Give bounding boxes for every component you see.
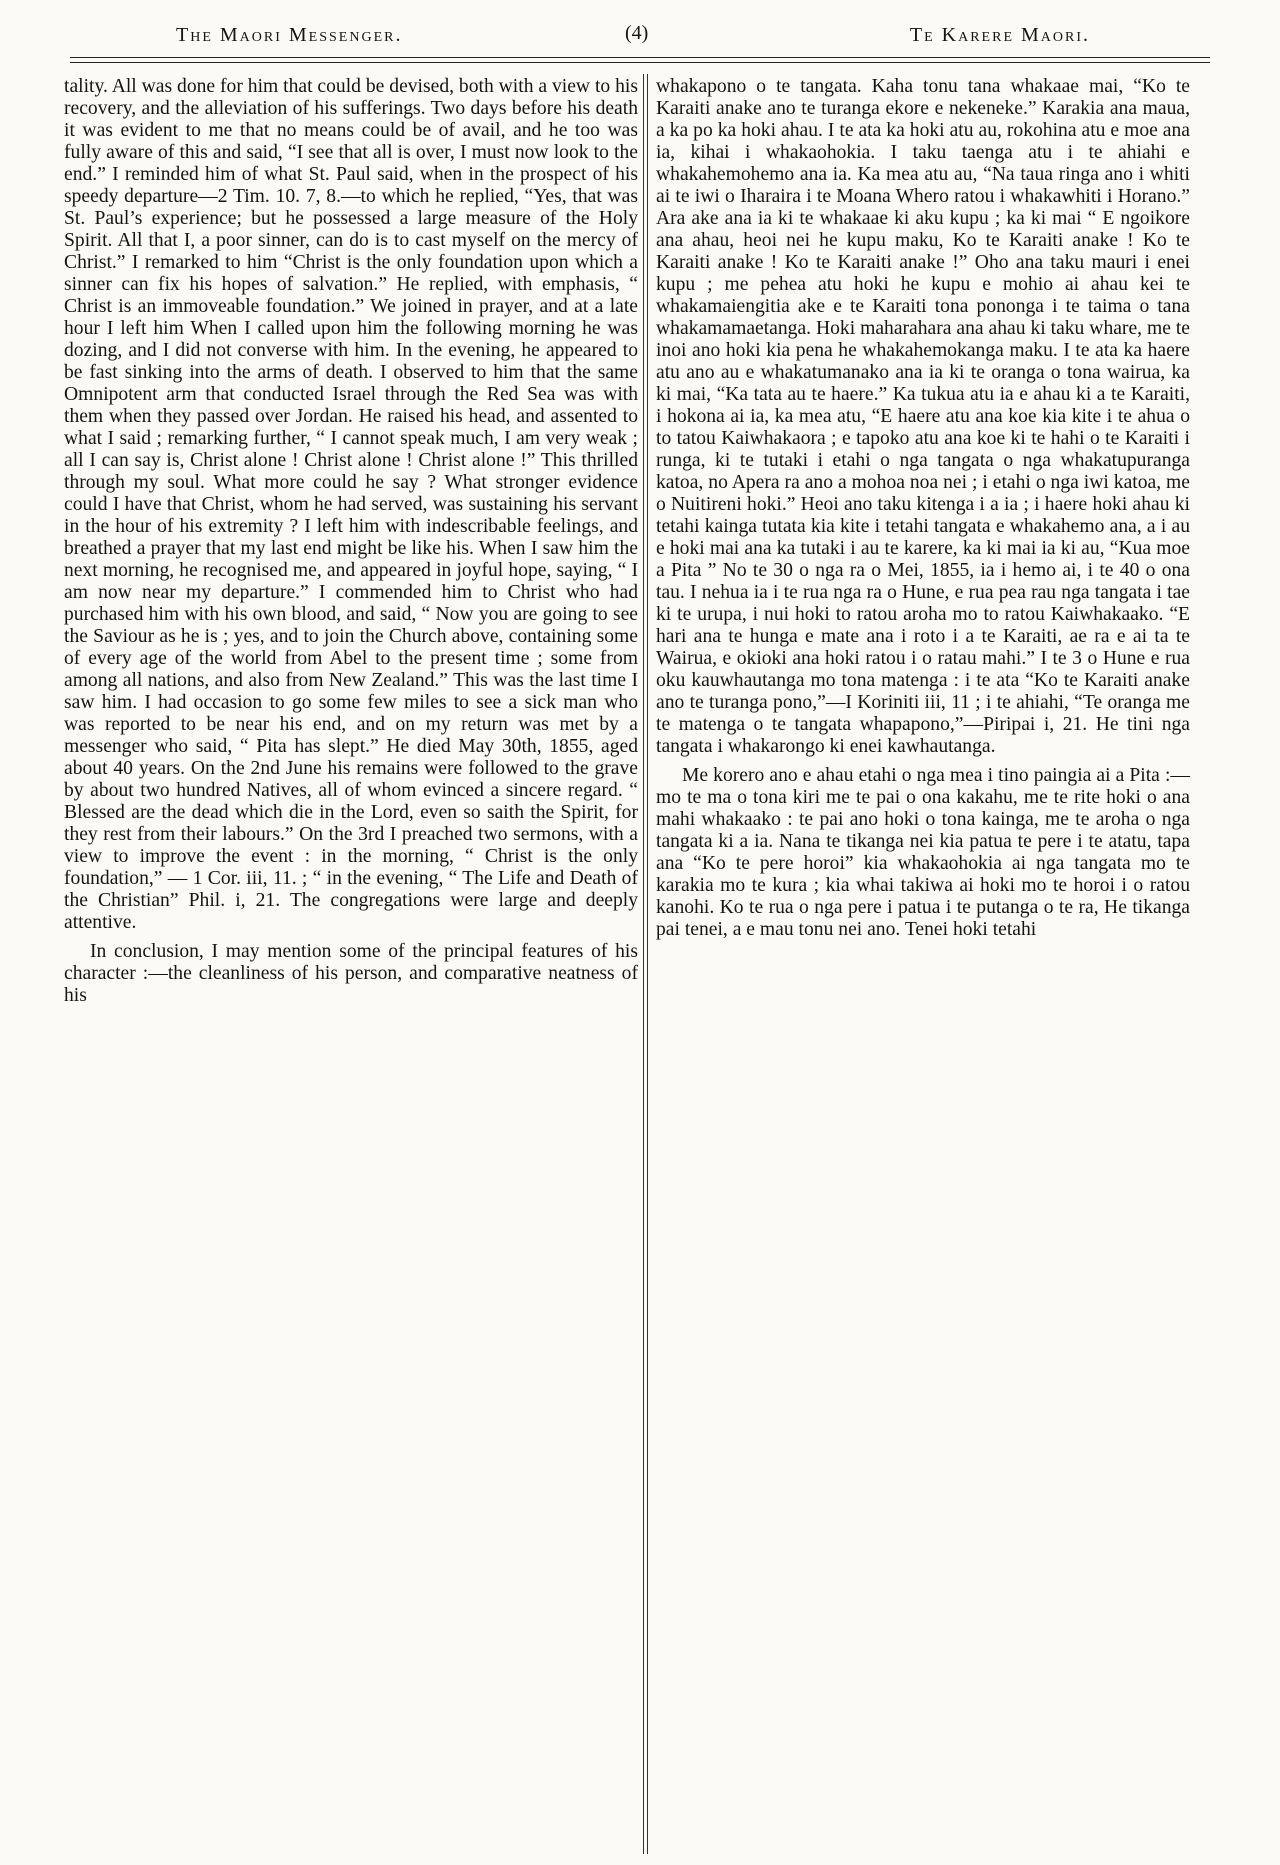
column-divider-left (643, 74, 644, 1854)
english-paragraph-1: tality. All was done for him that could be devised, both with a view to his recovery, and the alleviation of his sufferings. Two days before his death it was evident to me that no means could be of avail, and he too was fully aware of this and said, “I see that all is over, I must now look to the end.” I reminded him of what St. Paul said, when in the prospect of his speedy departure—2 Tim. 10. 7, 8.—to which he replied, “Yes, that was St. Paul’s experience; but he possessed a large measure of the Holy Spirit. All that I, a poor sinner, can do is to cast myself on the mercy of Christ.” I remarked to him “Christ is the only foundation upon which a sinner can fix his hopes of salvation.” He replied, with emphasis, “ Christ is an immoveable foundation.” We joined in prayer, and at a late hour I left him When I called upon him the following morning he was dozing, and I did not converse with him. In the evening, he appeared to be fast sinking into the arms of death. I observed to him that the same Omnipotent arm that conducted Israel through the Red Sea was with them when they passed over Jordan. He raised his head, and assented to what I said ; remarking further, “ I cannot speak much, I am very weak ; all I can say is, Christ alone ! Christ alone ! Christ alone !” This thrilled through my soul. What more could he say ? What stronger evidence could I have that Christ, whom he had served, was sustaining his servant in the hour of his extremity ? I left him with indescribable feelings, and breathed a prayer that my last end might be like his. When I saw him the next morning, he recognised me, and appeared in joyful hope, saying, “ I am now near my departure.” I commended him to Christ who had purchased him with his own blood, and said, “ Now you are going to see the Saviour as he is ; yes, and to join the Church above, containing some of every age of the world from Abel to the present time ; some from among all nations, and also from New Zealand.” This was the last time I saw him. I had occasion to go some few miles to see a sick man who was reported to be near his end, and on my return was met by a messenger who said, “ Pita has slept.” He died May 30th, 1855, aged about 40 years. On the 2nd June his remains were followed to the grave by about two hundred Natives, all of whom evinced a sincere regard. “ Blessed are the dead which die in the Lord, even so saith the Spirit, for they rest from their labours.” On the 3rd I preached two sermons, with a view to improve the event : in the morning, “ Christ is the only foundation,” — 1 Cor. iii, 11. ; “ in the evening, “ The Life and Death of the Christian” Phil. i, 21. The congregations were large and deeply attentive. (64, 76, 638, 933)
page-header (70, 18, 1210, 52)
english-column (64, 76, 638, 1007)
header-maori-title: Te Karere Maori. (909, 24, 1090, 46)
header-english-title: The Maori Messenger. (176, 24, 403, 46)
header-rule-bottom (70, 62, 1210, 63)
maori-paragraph-2: Me korero ano e ahau etahi o nga mea i tino paingia ai a Pita :—mo te ma o tona kiri me te pai o ona kakahu, me te rite hoki o ana mahi whakaako : te pai ano hoki o tona kainga, me te aroha o nga tangata ki a ia. Nana te tikanga nei kia patua te pere i te atatu, tapa ana “Ko te pere horoi” kia whakaohokia ai nga tangata mo te karakia mo te kura ; kia whai takiwa ai hoki mo te horoi i o ratou kanohi. Ko te rua o nga pere i patua i te putanga o te ra, He tikanga pai tenei, a e mau tonu nei ano. Tenei hoki tetahi (656, 765, 1190, 940)
column-divider-right (647, 74, 648, 1854)
header-rule-top (70, 57, 1210, 58)
maori-column (656, 76, 1190, 941)
maori-paragraph-1: whakapono o te tangata. Kaha tonu tana whakaae mai, “Ko te Karaiti anake ano te turanga ekore e nekeneke.” Karakia ana maua, a ka po ka hoki ahau. I te ata ka hoki atu au, rokohina atu e moe ana ia, kihai i whakaohokia. I taku taenga atu i te ahiahi e whakahemohemo ana ia. Ka mea atu au, “Na taua ringa ano i whiti ai te iwi o Iharaira i te Moana Whero ratou i whakawhiti i Horano.” Ara ake ana ia ki te whakaae ki aku kupu ; ka ki mai “ E ngoikore ana ahau, heoi nei he kupu maku, Ko te Karaiti anake ! Ko te Karaiti anake ! Ko te Karaiti anake !” Oho ana taku mauri i enei kupu ; me pehea atu hoki he kupu e mohio ai ahau kei te whakamaiengitia ake e te Karaiti tona pononga i te taima o tana whakamamaetanga. Hoki maharahara ana ahau ki taku whare, me te inoi ano hoki kia pena he whakahemokanga maku. I te ata ka haere atu ano au e whakatumanako ana ia ki te oranga o tona wairua, ka ki mai, “Ka tata au te haere.” Ka tukua atu ia e ahau ki a te Karaiti, i hokona ai ia, ka mea atu, “E haere atu ana koe kia kite i te ahua o to tatou Kaiwhakaora ; e tapoko atu ana koe ki te hahi o te Karaiti i runga, ki te tutaki i etahi o nga tangata o nga whakatupuranga katoa, no Apera ra ano a mohoa noa nei ; i etahi o nga iwi katoa, me o Nuitireni hoki.” Heoi ano taku kitenga i a ia ; i haere hoki ahau ki tetahi kainga tutata kia kite i tetahi tangata e whakahemo ana, a i au e hoki mai ana ka tutaki i au te karere, ka ki mai ia ki au, “Kua moe a Pita ” No te 30 o nga ra o Mei, 1855, ia i hemo ai, i te 40 o ona tau. I nehua ia i te rua nga ra o Hune, e rua pea rau nga tangata i tae ki te urupa, i nui hoki to ratou aroha mo to ratou Kaiwhakaako. “E hari ana te hunga e mate ana i roto i a te Karaiti, ae ra e ai ta te Wairua, e okioki ana hoki ratou i o ratau mahi.” I te 3 o Hune e rua oku kauwhautanga mo tona matenga : i te ata “Ko te Karaiti anake ano te turanga pono,”—I Koriniti iii, 11 ; i te ahiahi, “Te oranga me te matenga o te tangata whapapono,”—Piripai i, 21. He tini nga tangata i whakarongo ki enei kawhautanga. (656, 76, 1190, 757)
page-number: (4) (625, 22, 649, 44)
english-paragraph-2: In conclusion, I may mention some of the principal features of his character :—the cleanliness of his person, and comparative neatness of his (64, 941, 638, 1006)
